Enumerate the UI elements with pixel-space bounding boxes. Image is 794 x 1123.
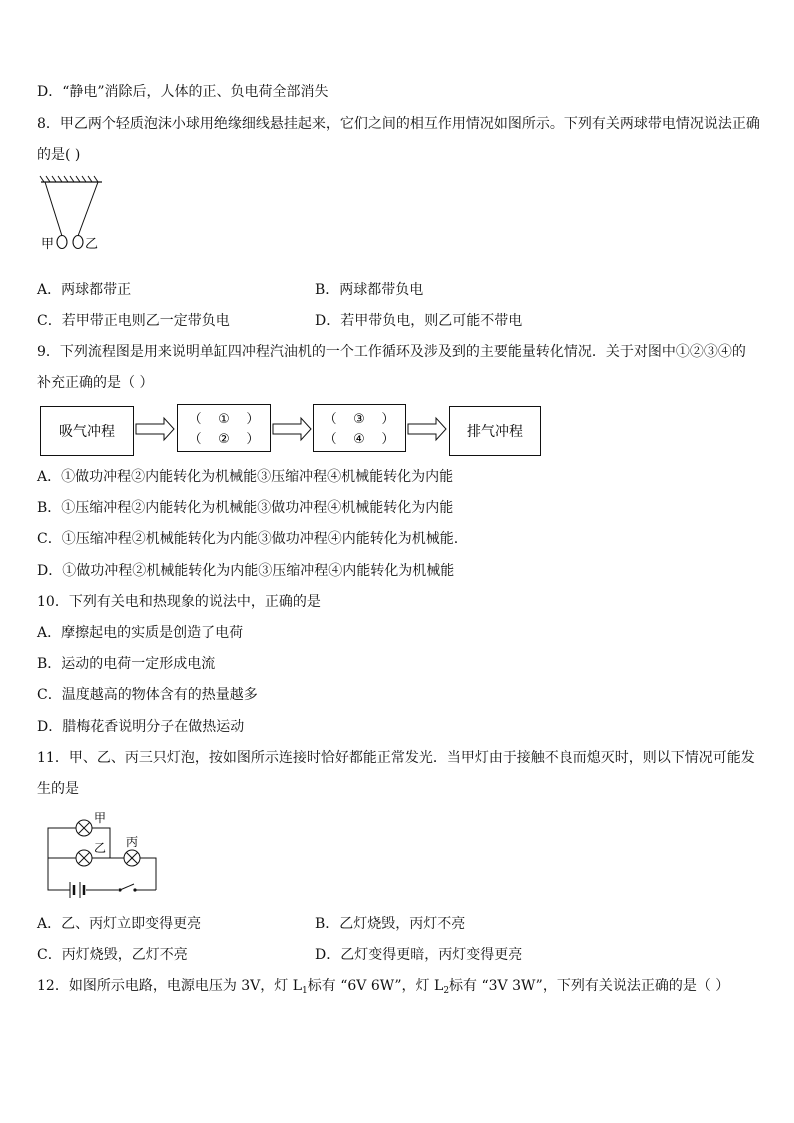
q9-box3-slot4: （ ④ ） [323, 432, 395, 447]
q10-stem: 10．下列有关电和热现象的说法中，正确的是 [37, 594, 321, 610]
q9-option-c: C．①压缩冲程②机械能转化为内能③做功冲程④内能转化为机械能. [37, 531, 459, 547]
q9-box3-slot3: （ ③ ） [323, 412, 395, 427]
q8-stem-line1: 8．甲乙两个轻质泡沫小球用绝缘细线悬挂起来，它们之间的相互作用情况如图所示。下列有关两球带电情况说法正确 [37, 116, 760, 132]
q12-stem [37, 977, 729, 997]
q12-stem-part-c: 标有 “3V 3W”，下列有关说法正确的是（ ） [449, 978, 730, 994]
q8-option-a: A．两球都带正 [37, 282, 132, 298]
q8-label-jia: 甲 [41, 237, 55, 252]
q10-option-c: C．温度越高的物体含有的热量越多 [37, 687, 258, 703]
q9-box2-slot1: （ ① ） [188, 412, 260, 427]
lamp-jia-icon [76, 820, 92, 836]
lamp-yi-icon [76, 850, 92, 866]
q7-option-d: D．“静电”消除后，人体的正、负电荷全部消失 [37, 84, 329, 100]
switch-icon [118, 884, 136, 892]
q11-circuit-figure [44, 810, 164, 896]
q9-option-d: D．①做功冲程②机械能转化为内能③压缩冲程④内能转化为机械能 [37, 563, 455, 579]
q9-option-b: B．①压缩冲程②内能转化为机械能③做功冲程④机械能转化为内能 [37, 500, 454, 516]
q8-option-d: D．若甲带负电，则乙可能不带电 [315, 313, 523, 329]
q10-option-a: A．摩擦起电的实质是创造了电荷 [37, 625, 244, 641]
q8-stem-line2: 的是( ) [37, 147, 81, 163]
q10-option-d: D．腊梅花香说明分子在做热运动 [37, 719, 245, 735]
q9-stem-line2: 补充正确的是（ ） [37, 375, 154, 391]
q8-option-b: B．两球都带负电 [315, 282, 424, 298]
q9-stem-line1: 9．下列流程图是用来说明单缸四冲程汽油机的一个工作循环及涉及到的主要能量转化情况．关于对图中①②③④的 [37, 344, 746, 360]
q8-figure-hanging-balls [38, 176, 108, 266]
battery-icon [68, 882, 84, 898]
q8-option-c: C．若甲带正电则乙一定带负电 [37, 313, 230, 329]
q11-option-d: D．乙灯变得更暗，丙灯变得更亮 [315, 947, 523, 963]
q12-stem-part-a: 12．如图所示电路，电源电压为 3V，灯 L [37, 978, 303, 994]
q12-l2-subscript: 2 [443, 986, 450, 996]
q10-option-b: B．运动的电荷一定形成电流 [37, 656, 216, 672]
q12-l1-subscript: 1 [302, 986, 308, 996]
q9-flow-diagram [40, 402, 545, 458]
q11-label-jia: 甲 [94, 811, 107, 825]
q12-stem-part-b: 标有 “6V 6W”，灯 L [307, 978, 444, 994]
q11-stem-line2: 生的是 [37, 781, 79, 797]
lamp-bing-icon [124, 850, 140, 866]
q9-box-exhaust: 排气冲程 [467, 424, 523, 440]
q9-box2-slot2: （ ② ） [188, 432, 260, 447]
q11-option-c: C．丙灯烧毁，乙灯不亮 [37, 947, 188, 963]
q11-label-yi: 乙 [94, 841, 107, 855]
q11-option-a: A．乙、丙灯立即变得更亮 [37, 916, 202, 932]
q9-box-intake: 吸气冲程 [59, 424, 115, 440]
q11-stem-line1: 11．甲、乙、丙三只灯泡，按如图所示连接时恰好都能正常发光．当甲灯由于接触不良而熄灭时，则以下情况可能发 [37, 750, 755, 766]
q11-option-b: B．乙灯烧毁，丙灯不亮 [315, 916, 466, 932]
q11-label-bing: 丙 [126, 835, 139, 849]
q8-label-yi: 乙 [85, 237, 99, 252]
q9-option-a: A．①做功冲程②内能转化为机械能③压缩冲程④机械能转化为内能 [37, 469, 454, 485]
